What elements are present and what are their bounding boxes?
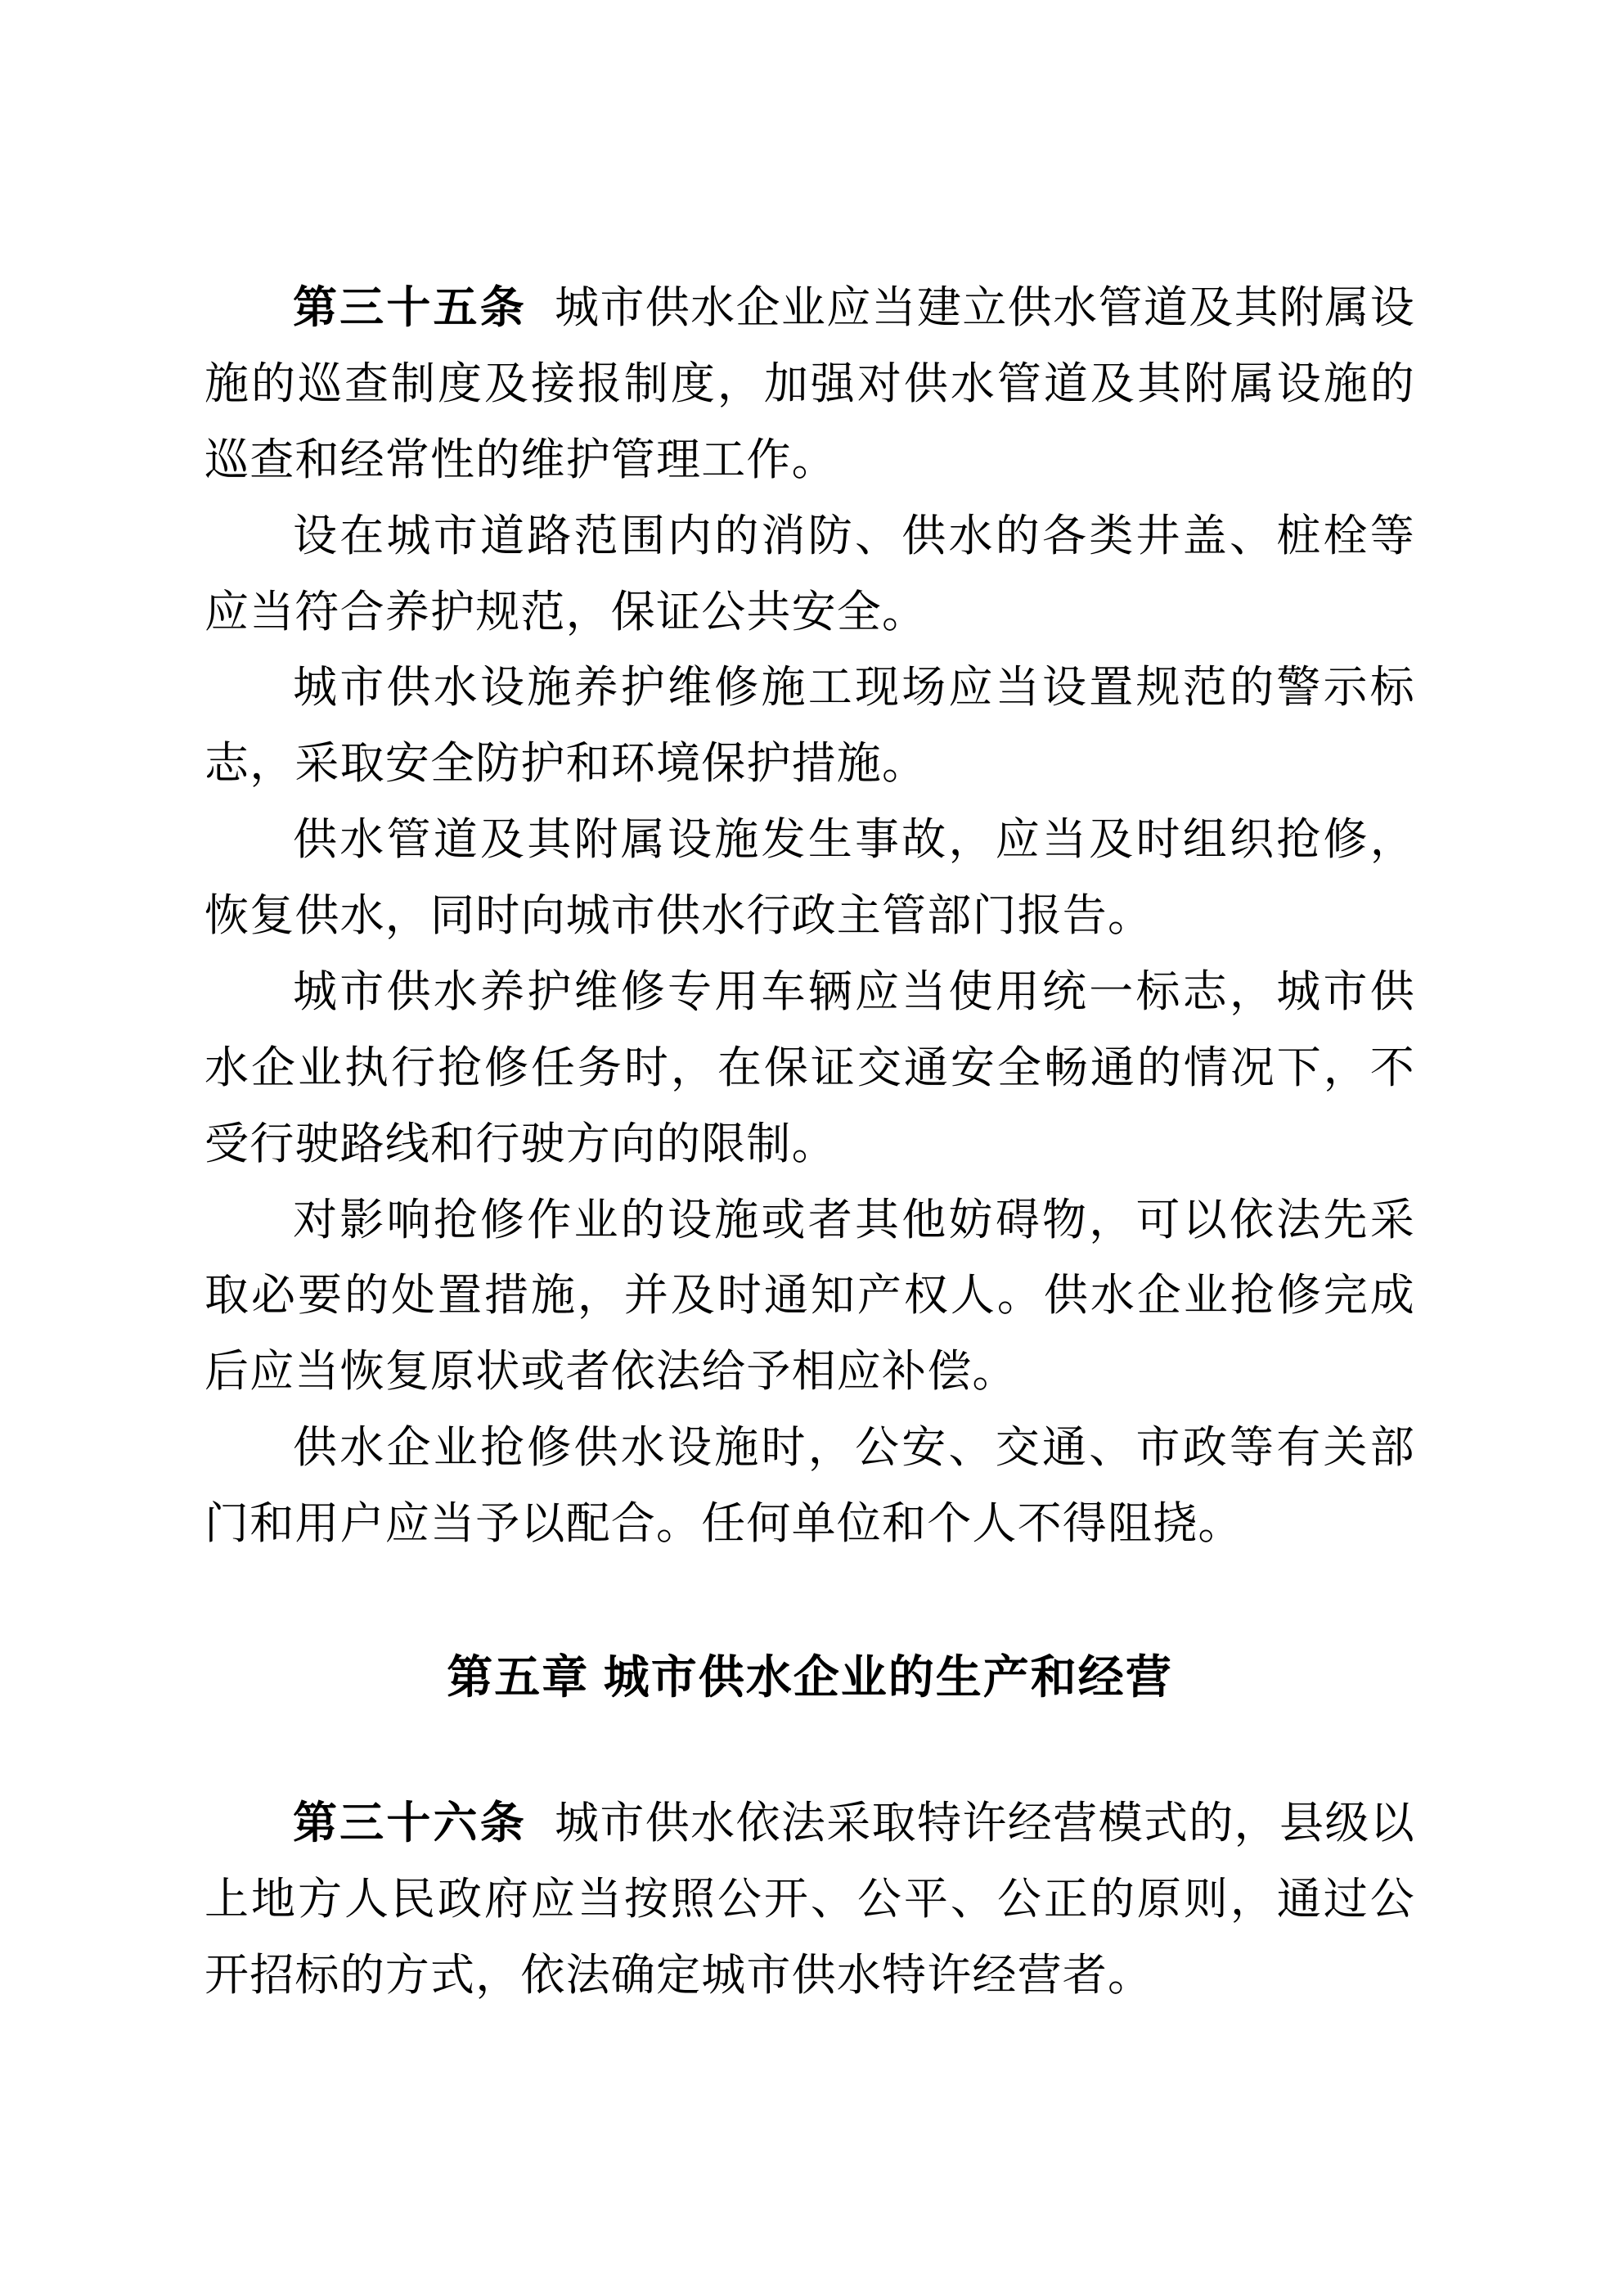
chapter-heading: 第五章 城市供水企业的生产和经营	[447, 1650, 1173, 1703]
paragraph-text: 对影响抢修作业的设施或者其他妨碍物，可以依法先采取必要的处置措施，并及时通知产权人。供水企业抢修完成后应当恢复原状或者依法给予相应补偿。	[205, 1195, 1415, 1397]
paragraph-article-35-p4	[205, 802, 1415, 954]
paragraph-text: 设在城市道路范围内的消防、供水的各类井盖、桩栓等应当符合养护规范，保证公共安全。	[205, 511, 1415, 637]
paragraph-article-35-p2	[205, 498, 1415, 651]
paragraph-text: 城市供水依法采取特许经营模式的，县级以上地方人民政府应当按照公开、公平、公正的原则，通过公开招标的方式，依法确定城市供水特许经营者。	[205, 1799, 1415, 2001]
paragraph-article-35-p7	[205, 1410, 1415, 1562]
paragraph-text: 城市供水企业应当建立供水管道及其附属设施的巡查制度及接报制度，加强对供水管道及其附属设施的巡查和经常性的维护管理工作。	[205, 283, 1415, 484]
article-label: 第三十五条	[293, 283, 527, 332]
paragraph-text: 供水管道及其附属设施发生事故，应当及时组织抢修，恢复供水，同时向城市供水行政主管部门报告。	[205, 815, 1415, 940]
paragraph-article-36	[205, 1785, 1415, 2014]
article-label: 第三十六条	[293, 1799, 527, 1848]
paragraph-text: 供水企业抢修供水设施时，公安、交通、市政等有关部门和用户应当予以配合。任何单位和个人不得阻挠。	[205, 1423, 1415, 1548]
paragraph-article-35-p3	[205, 650, 1415, 802]
paragraph-article-35	[205, 270, 1415, 498]
paragraph-article-35-p6	[205, 1182, 1415, 1411]
paragraph-article-35-p5	[205, 954, 1415, 1182]
document-body	[205, 270, 1415, 2014]
paragraph-text: 城市供水养护维修专用车辆应当使用统一标志，城市供水企业执行抢修任务时，在保证交通安全畅通的情况下，不受行驶路线和行驶方向的限制。	[205, 966, 1415, 1168]
paragraph-text: 城市供水设施养护维修施工现场应当设置规范的警示标志，采取安全防护和环境保护措施。	[205, 663, 1415, 789]
